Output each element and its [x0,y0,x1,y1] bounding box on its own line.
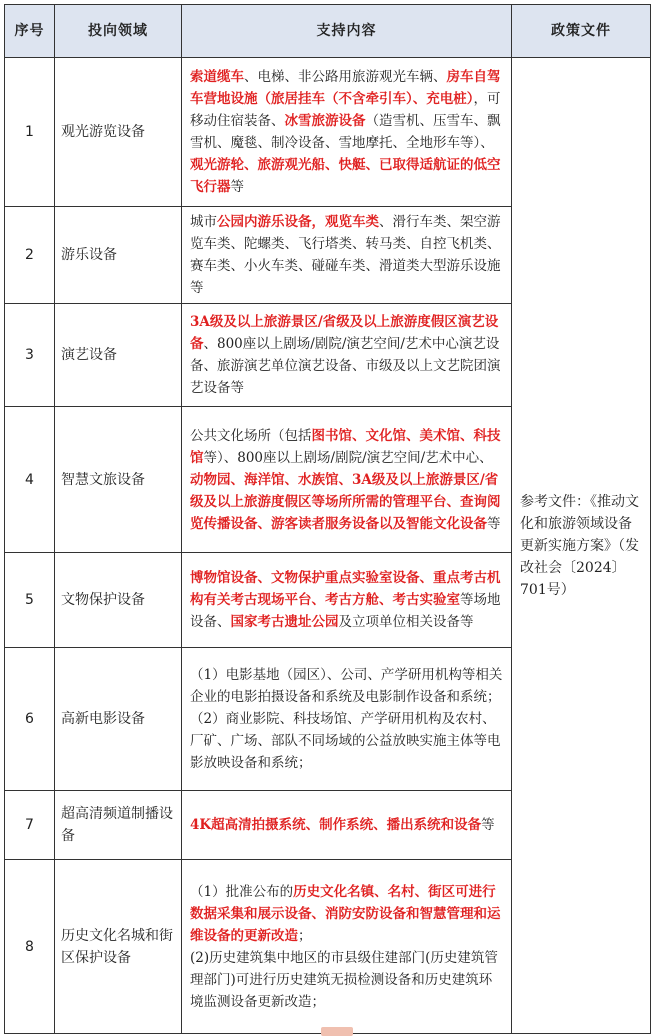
plain-text: 等 [487,515,501,532]
row-number: 8 [5,860,55,1034]
row-field: 高新电影设备 [55,648,182,791]
plain-text: （造雪机、压雪车、飘雪机、魔毯、制冷设备、雪地摩托、全地形车等）、 [190,113,501,151]
row-field: 历史文化名城和街区保护设备 [55,860,182,1034]
plain-text: 及立项单位相关设备等 [338,614,474,630]
header-doc: 政策文件 [512,5,651,58]
row-field: 文物保护设备 [55,553,182,648]
plain-text: 等 [230,179,244,195]
content-paragraph: (2)历史建筑集中地区的市县级住建部门(历史建筑管理部门)可进行历史建筑无损检测设备和历史建筑环境监测设备更新改造； [190,949,498,1010]
plain-text: 、800座以上剧场/剧院/演艺空间/艺术中心演艺设备、旅游演艺单位演艺设备、市级及以上文艺院团演艺设备等 [190,336,501,396]
row-number: 4 [5,407,55,553]
row-number: 5 [5,553,55,648]
highlight-text: 索道缆车 [190,69,244,85]
row-field: 游乐设备 [55,207,182,304]
row-number: 7 [5,791,55,860]
highlight-text: 冰雪旅游设备 [284,113,366,129]
highlight-text: 动物园、海洋馆、水族馆、3A级及以上旅游景区/省级及以上旅游度假区等场所所需的管理平台、查询阅览传播设备、游客读者服务设备以及智能文化设备 [190,471,501,532]
plain-text: 、滑行车类、架空游览车类、陀螺类、飞行塔类、转马类、自控飞机类、赛车类、小火车类、碰碰车类、滑道类大型游乐设施等 [190,214,501,296]
watermark-logo-icon [321,1027,353,1036]
row-number: 1 [5,58,55,207]
plain-text: ； [298,927,312,944]
highlight-text: 房车自驾车营地设施（旅居挂车（不含牵引车）、充电桩） [190,69,501,107]
plain-text: 等场地设备、 [190,592,501,630]
highlight-text: 历史文化名镇、名村、街区可进行数据采集和展示设备、消防安防设备和智慧管理和运维设备的更新改造 [190,883,501,944]
header-no: 序号 [5,5,55,58]
highlight-text: 博物馆设备、文物保护重点实验室设备、重点考古机构有关考古现场平台、考古方舱、考古实验室 [190,570,501,608]
highlight-text: 图书馆、文化馆、美术馆、科技馆 [190,427,501,466]
plain-text: （1）批准公布的 [190,883,294,900]
row-content [182,304,512,407]
highlight-text: 观光游轮、旅游观光船、快艇、已取得适航证的低空飞行器 [190,157,501,195]
plain-text: 、电梯、非公路用旅游观光车辆、 [244,69,447,85]
highlight-text: 国家考古遗址公园 [230,614,339,630]
row-number: 6 [5,648,55,791]
plain-text: 等）、800座以上剧场/剧院/演艺空间/艺术中心、 [203,449,493,466]
highlight-text: 4K超高清拍摄系统、制作系统、播出系统和设备 [190,817,482,833]
plain-text: 公共文化场所（包括 [190,427,312,444]
row-content [182,648,512,791]
policy-table [4,4,651,1034]
policy-document-note: 参考文件：《推动文化和旅游领域设备更新实施方案》（发改社会〔2024〕701号） [512,58,651,1034]
content-paragraph: （2）商业影院、科技场馆、产学研用机构及农村、厂矿、广场、部队不同场域的公益放映实施主体等电影放映设备和系统； [190,711,501,771]
content-paragraph: （1）电影基地（园区）、公司、产学研用机构等相关企业的电影拍摄设备和系统及电影制作设备和系统； [190,667,503,705]
row-number: 2 [5,207,55,304]
plain-text: 等 [481,817,495,833]
row-content [182,553,512,648]
table-row [5,58,651,207]
highlight-text: 3A级及以上旅游景区/省级及以上旅游度假区演艺设备 [190,314,499,352]
highlight-text: 公园内游乐设备，观览车类 [217,214,379,230]
plain-text: ，可移动住宿装备、 [190,91,501,129]
row-number: 3 [5,304,55,407]
row-content [182,407,512,553]
row-content [182,58,512,207]
row-field: 超高清频道制播设备 [55,791,182,860]
row-field: 演艺设备 [55,304,182,407]
header-content: 支持内容 [182,5,512,58]
row-field: 观光游览设备 [55,58,182,207]
header-row [5,5,651,58]
content-paragraph [190,881,503,947]
header-field: 投向领域 [55,5,182,58]
row-content [182,791,512,860]
plain-text: 城市 [190,214,217,230]
row-field: 智慧文旅设备 [55,407,182,553]
row-content [182,860,512,1034]
row-content [182,207,512,304]
